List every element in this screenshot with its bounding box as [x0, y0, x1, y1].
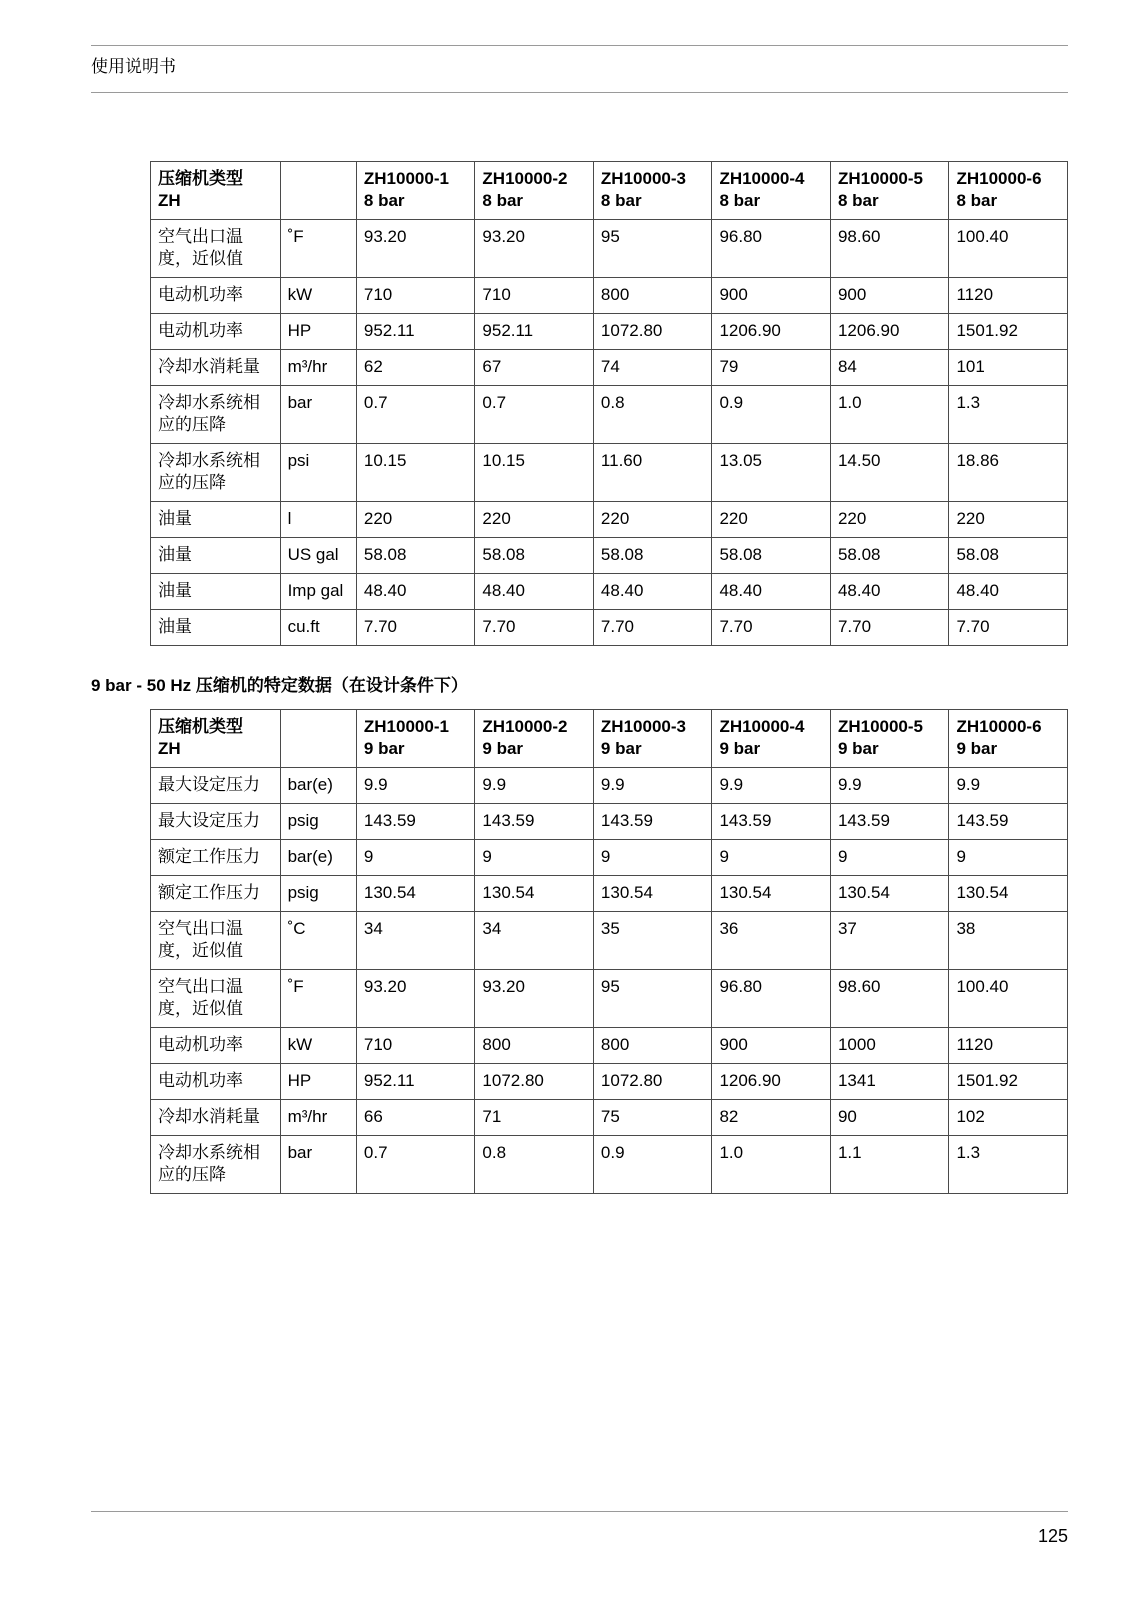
table-row	[151, 386, 1068, 444]
value-cell: 38	[949, 912, 1068, 970]
value-cell: 34	[356, 912, 475, 970]
value-cell: 35	[593, 912, 712, 970]
value-cell: 1.3	[949, 386, 1068, 444]
value-cell: 0.8	[475, 1136, 594, 1194]
value-cell: 96.80	[712, 970, 831, 1028]
value-cell: 66	[356, 1100, 475, 1136]
row-label-cell: 额定工作压力	[151, 840, 281, 876]
header-cell	[280, 710, 356, 768]
row-label-cell: 电动机功率	[151, 314, 281, 350]
row-label-cell: 空气出口温度，近似值	[151, 220, 281, 278]
row-label-cell: 最大设定压力	[151, 804, 281, 840]
value-cell: 900	[830, 278, 949, 314]
value-cell: 7.70	[475, 610, 594, 646]
value-cell: 9	[356, 840, 475, 876]
row-label-cell: 冷却水消耗量	[151, 1100, 281, 1136]
value-cell: 13.05	[712, 444, 831, 502]
value-cell: 952.11	[356, 314, 475, 350]
unit-cell: psi	[280, 444, 356, 502]
header-cell: ZH10000-3 9 bar	[593, 710, 712, 768]
value-cell: 710	[356, 278, 475, 314]
header-cell: ZH10000-6 8 bar	[949, 162, 1068, 220]
value-cell: 101	[949, 350, 1068, 386]
value-cell: 1000	[830, 1028, 949, 1064]
table-row	[151, 804, 1068, 840]
value-cell: 0.9	[712, 386, 831, 444]
value-cell: 93.20	[475, 220, 594, 278]
unit-cell: HP	[280, 1064, 356, 1100]
value-cell: 62	[356, 350, 475, 386]
value-cell: 1072.80	[475, 1064, 594, 1100]
value-cell: 220	[593, 502, 712, 538]
value-cell: 102	[949, 1100, 1068, 1136]
unit-cell: bar(e)	[280, 768, 356, 804]
header-cell: ZH10000-1 9 bar	[356, 710, 475, 768]
unit-cell: HP	[280, 314, 356, 350]
value-cell: 1120	[949, 1028, 1068, 1064]
value-cell: 58.08	[949, 538, 1068, 574]
value-cell: 0.7	[356, 386, 475, 444]
value-cell: 10.15	[475, 444, 594, 502]
value-cell: 67	[475, 350, 594, 386]
header-cell: ZH10000-4 8 bar	[712, 162, 831, 220]
value-cell: 58.08	[356, 538, 475, 574]
value-cell: 9	[475, 840, 594, 876]
table-header-row	[151, 710, 1068, 768]
unit-cell: ˚C	[280, 912, 356, 970]
value-cell: 130.54	[356, 876, 475, 912]
value-cell: 220	[712, 502, 831, 538]
value-cell: 7.70	[356, 610, 475, 646]
value-cell: 36	[712, 912, 831, 970]
value-cell: 900	[712, 1028, 831, 1064]
value-cell: 1341	[830, 1064, 949, 1100]
value-cell: 0.7	[356, 1136, 475, 1194]
table-header-row	[151, 162, 1068, 220]
row-label-cell: 冷却水消耗量	[151, 350, 281, 386]
value-cell: 75	[593, 1100, 712, 1136]
value-cell: 98.60	[830, 220, 949, 278]
value-cell: 7.70	[949, 610, 1068, 646]
value-cell: 130.54	[949, 876, 1068, 912]
value-cell: 1072.80	[593, 1064, 712, 1100]
header-cell: ZH10000-2 9 bar	[475, 710, 594, 768]
value-cell: 220	[475, 502, 594, 538]
value-cell: 220	[830, 502, 949, 538]
row-label-cell: 冷却水系统相应的压降	[151, 444, 281, 502]
value-cell: 1120	[949, 278, 1068, 314]
row-label-cell: 油量	[151, 502, 281, 538]
table-row	[151, 768, 1068, 804]
value-cell: 0.7	[475, 386, 594, 444]
header-cell: ZH10000-2 8 bar	[475, 162, 594, 220]
table-row	[151, 840, 1068, 876]
unit-cell: kW	[280, 278, 356, 314]
value-cell: 130.54	[593, 876, 712, 912]
value-cell: 95	[593, 220, 712, 278]
value-cell: 96.80	[712, 220, 831, 278]
value-cell: 143.59	[593, 804, 712, 840]
value-cell: 952.11	[356, 1064, 475, 1100]
table-row	[151, 314, 1068, 350]
unit-cell: bar(e)	[280, 840, 356, 876]
table-row	[151, 970, 1068, 1028]
table-row	[151, 1100, 1068, 1136]
row-label-cell: 冷却水系统相应的压降	[151, 1136, 281, 1194]
unit-cell: kW	[280, 1028, 356, 1064]
value-cell: 952.11	[475, 314, 594, 350]
table-row	[151, 876, 1068, 912]
row-label-cell: 油量	[151, 574, 281, 610]
value-cell: 7.70	[712, 610, 831, 646]
table-row	[151, 444, 1068, 502]
value-cell: 9.9	[475, 768, 594, 804]
value-cell: 90	[830, 1100, 949, 1136]
value-cell: 130.54	[475, 876, 594, 912]
value-cell: 82	[712, 1100, 831, 1136]
value-cell: 74	[593, 350, 712, 386]
value-cell: 48.40	[356, 574, 475, 610]
page-number: 125	[1037, 1526, 1068, 1546]
header-cell: ZH10000-5 9 bar	[830, 710, 949, 768]
row-label-cell: 油量	[151, 538, 281, 574]
value-cell: 130.54	[712, 876, 831, 912]
value-cell: 9.9	[949, 768, 1068, 804]
table-row	[151, 502, 1068, 538]
value-cell: 143.59	[475, 804, 594, 840]
unit-cell: m³/hr	[280, 1100, 356, 1136]
table-row	[151, 1064, 1068, 1100]
row-label-cell: 空气出口温度，近似值	[151, 912, 281, 970]
spec-table-8bar	[150, 161, 1068, 646]
header-cell	[280, 162, 356, 220]
row-label-cell: 电动机功率	[151, 1064, 281, 1100]
header-cell: 压缩机类型 ZH	[151, 162, 281, 220]
row-label-cell: 冷却水系统相应的压降	[151, 386, 281, 444]
unit-cell: psig	[280, 876, 356, 912]
value-cell: 220	[356, 502, 475, 538]
spec-table-9bar	[150, 709, 1068, 1194]
row-label-cell: 电动机功率	[151, 278, 281, 314]
value-cell: 84	[830, 350, 949, 386]
unit-cell: m³/hr	[280, 350, 356, 386]
unit-cell: cu.ft	[280, 610, 356, 646]
value-cell: 7.70	[830, 610, 949, 646]
value-cell: 900	[712, 278, 831, 314]
row-label-cell: 最大设定压力	[151, 768, 281, 804]
footer-rule	[91, 1511, 1068, 1512]
table-row	[151, 350, 1068, 386]
value-cell: 1.0	[830, 386, 949, 444]
table-row	[151, 912, 1068, 970]
value-cell: 1.0	[712, 1136, 831, 1194]
value-cell: 9.9	[712, 768, 831, 804]
value-cell: 0.9	[593, 1136, 712, 1194]
table-row	[151, 538, 1068, 574]
value-cell: 800	[593, 1028, 712, 1064]
value-cell: 58.08	[712, 538, 831, 574]
row-label-cell: 电动机功率	[151, 1028, 281, 1064]
value-cell: 100.40	[949, 970, 1068, 1028]
value-cell: 9	[830, 840, 949, 876]
unit-cell: psig	[280, 804, 356, 840]
value-cell: 0.8	[593, 386, 712, 444]
value-cell: 9	[949, 840, 1068, 876]
value-cell: 710	[475, 278, 594, 314]
value-cell: 143.59	[356, 804, 475, 840]
value-cell: 9.9	[830, 768, 949, 804]
value-cell: 48.40	[593, 574, 712, 610]
value-cell: 800	[475, 1028, 594, 1064]
value-cell: 58.08	[593, 538, 712, 574]
unit-cell: ˚F	[280, 220, 356, 278]
value-cell: 1072.80	[593, 314, 712, 350]
value-cell: 58.08	[475, 538, 594, 574]
value-cell: 98.60	[830, 970, 949, 1028]
value-cell: 10.15	[356, 444, 475, 502]
value-cell: 220	[949, 502, 1068, 538]
unit-cell: bar	[280, 1136, 356, 1194]
header-cell: ZH10000-3 8 bar	[593, 162, 712, 220]
value-cell: 95	[593, 970, 712, 1028]
value-cell: 9	[593, 840, 712, 876]
value-cell: 48.40	[475, 574, 594, 610]
section-heading: 9 bar - 50 Hz 压缩机的特定数据（在设计条件下）	[91, 676, 468, 695]
unit-cell: bar	[280, 386, 356, 444]
value-cell: 143.59	[949, 804, 1068, 840]
header-title: 使用说明书	[91, 57, 176, 76]
table-row	[151, 610, 1068, 646]
value-cell: 1206.90	[712, 314, 831, 350]
header-rule-bottom	[91, 92, 1068, 93]
header-cell: ZH10000-1 8 bar	[356, 162, 475, 220]
value-cell: 143.59	[712, 804, 831, 840]
value-cell: 93.20	[356, 970, 475, 1028]
value-cell: 71	[475, 1100, 594, 1136]
value-cell: 14.50	[830, 444, 949, 502]
header-cell: ZH10000-5 8 bar	[830, 162, 949, 220]
table-row	[151, 1136, 1068, 1194]
unit-cell: US gal	[280, 538, 356, 574]
value-cell: 48.40	[949, 574, 1068, 610]
header-cell: ZH10000-4 9 bar	[712, 710, 831, 768]
table-row	[151, 278, 1068, 314]
value-cell: 1.3	[949, 1136, 1068, 1194]
unit-cell: Imp gal	[280, 574, 356, 610]
value-cell: 37	[830, 912, 949, 970]
value-cell: 11.60	[593, 444, 712, 502]
value-cell: 34	[475, 912, 594, 970]
value-cell: 9	[712, 840, 831, 876]
value-cell: 143.59	[830, 804, 949, 840]
value-cell: 93.20	[475, 970, 594, 1028]
row-label-cell: 空气出口温度，近似值	[151, 970, 281, 1028]
header-cell: 压缩机类型 ZH	[151, 710, 281, 768]
value-cell: 18.86	[949, 444, 1068, 502]
value-cell: 100.40	[949, 220, 1068, 278]
value-cell: 1206.90	[712, 1064, 831, 1100]
value-cell: 1206.90	[830, 314, 949, 350]
table-row	[151, 574, 1068, 610]
value-cell: 1.1	[830, 1136, 949, 1194]
header-rule-top	[91, 45, 1068, 46]
value-cell: 1501.92	[949, 1064, 1068, 1100]
value-cell: 130.54	[830, 876, 949, 912]
value-cell: 710	[356, 1028, 475, 1064]
value-cell: 79	[712, 350, 831, 386]
value-cell: 58.08	[830, 538, 949, 574]
value-cell: 93.20	[356, 220, 475, 278]
value-cell: 7.70	[593, 610, 712, 646]
header-cell: ZH10000-6 9 bar	[949, 710, 1068, 768]
value-cell: 9.9	[593, 768, 712, 804]
row-label-cell: 油量	[151, 610, 281, 646]
unit-cell: ˚F	[280, 970, 356, 1028]
value-cell: 48.40	[712, 574, 831, 610]
table-row	[151, 220, 1068, 278]
value-cell: 48.40	[830, 574, 949, 610]
table-row	[151, 1028, 1068, 1064]
unit-cell: l	[280, 502, 356, 538]
value-cell: 9.9	[356, 768, 475, 804]
row-label-cell: 额定工作压力	[151, 876, 281, 912]
value-cell: 800	[593, 278, 712, 314]
value-cell: 1501.92	[949, 314, 1068, 350]
